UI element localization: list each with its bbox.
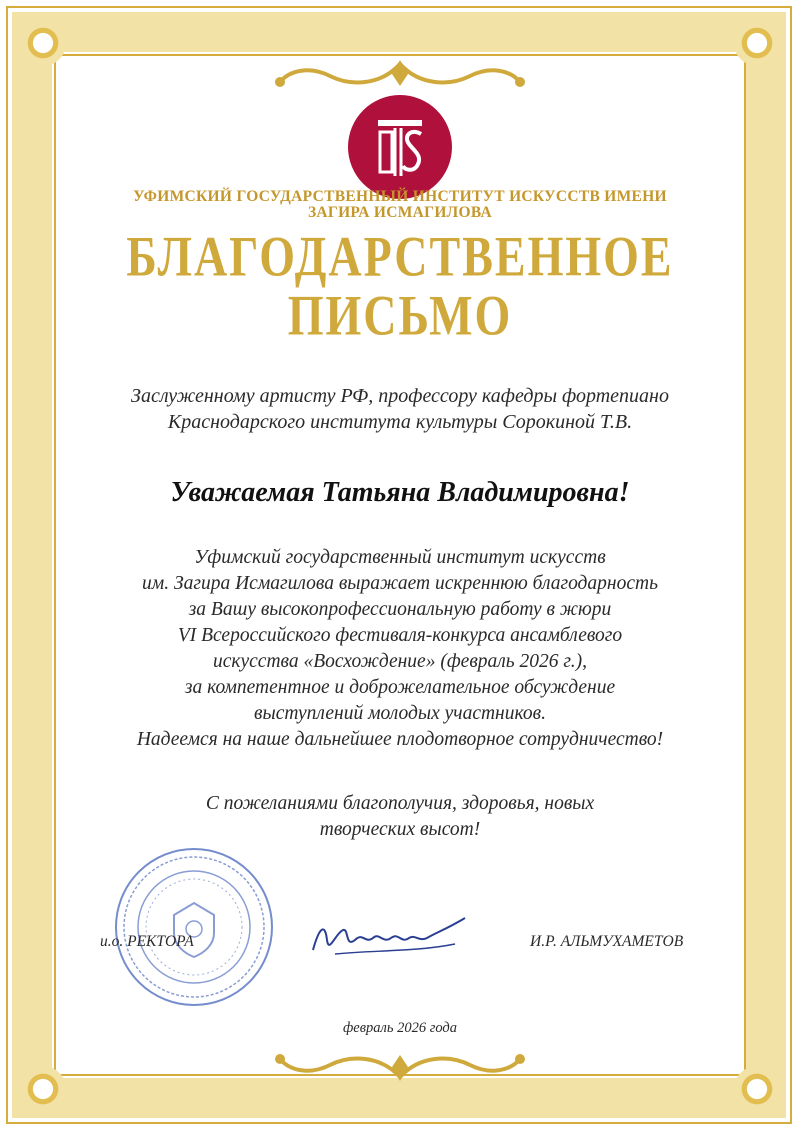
corner-ornament bbox=[20, 20, 66, 66]
wishes-line: творческих высот! bbox=[319, 819, 481, 840]
body-line: им. Загира Исмагилова выражает искреннюю благодарность bbox=[142, 573, 658, 594]
body-line: Надеемся на наше дальнейшее плодотворное сотрудничество! bbox=[136, 729, 664, 750]
top-flourish-ornament bbox=[250, 56, 550, 96]
bottom-flourish-ornament bbox=[250, 1045, 550, 1085]
wishes-line: С пожеланиями благополучия, здоровья, новых bbox=[205, 793, 595, 814]
institution-name-line1: УФИМСКИЙ ГОСУДАРСТВЕННЫЙ ИНСТИТУТ ИСКУССТВ ИМЕНИ bbox=[133, 188, 667, 205]
corner-ornament bbox=[734, 1066, 780, 1112]
official-stamp bbox=[112, 845, 277, 1010]
handwritten-signature bbox=[305, 910, 475, 965]
body-line: Уфимский государственный институт искусств bbox=[194, 547, 606, 568]
addressee-line1: Заслуженному артисту РФ, профессору кафедры фортепиано bbox=[131, 385, 669, 407]
addressee-line2: Краснодарского института культуры Сорокиной Т.В. bbox=[167, 411, 633, 433]
body-line: за Вашу высокопрофессиональную работу в жюри bbox=[188, 599, 612, 620]
institution-name-line2: ЗАГИРА ИСМАГИЛОВА bbox=[307, 204, 493, 221]
body-line: VI Всероссийского фестиваля-конкурса ансамблевого bbox=[177, 625, 623, 646]
body-line: выступлений молодых участников. bbox=[254, 703, 546, 724]
signatory-role: и.о. РЕКТОРА bbox=[100, 933, 194, 950]
corner-ornament bbox=[20, 1066, 66, 1112]
document-title-line1: БЛАГОДАРСТВЕННОЕ bbox=[126, 224, 674, 288]
greeting: Уважаемая Татьяна Владимировна! bbox=[170, 477, 630, 508]
institute-logo bbox=[345, 92, 455, 202]
body-line: искусства «Восхождение» (февраль 2026 г.), bbox=[212, 651, 588, 672]
document-title-line2: ПИСЬМО bbox=[287, 283, 513, 347]
signatory-name: И.Р. АЛЬМУХАМЕТОВ bbox=[530, 933, 684, 950]
corner-ornament bbox=[734, 20, 780, 66]
body-line: за компетентное и доброжелательное обсуждение bbox=[184, 677, 616, 698]
letter-date: февраль 2026 года bbox=[343, 1020, 457, 1036]
